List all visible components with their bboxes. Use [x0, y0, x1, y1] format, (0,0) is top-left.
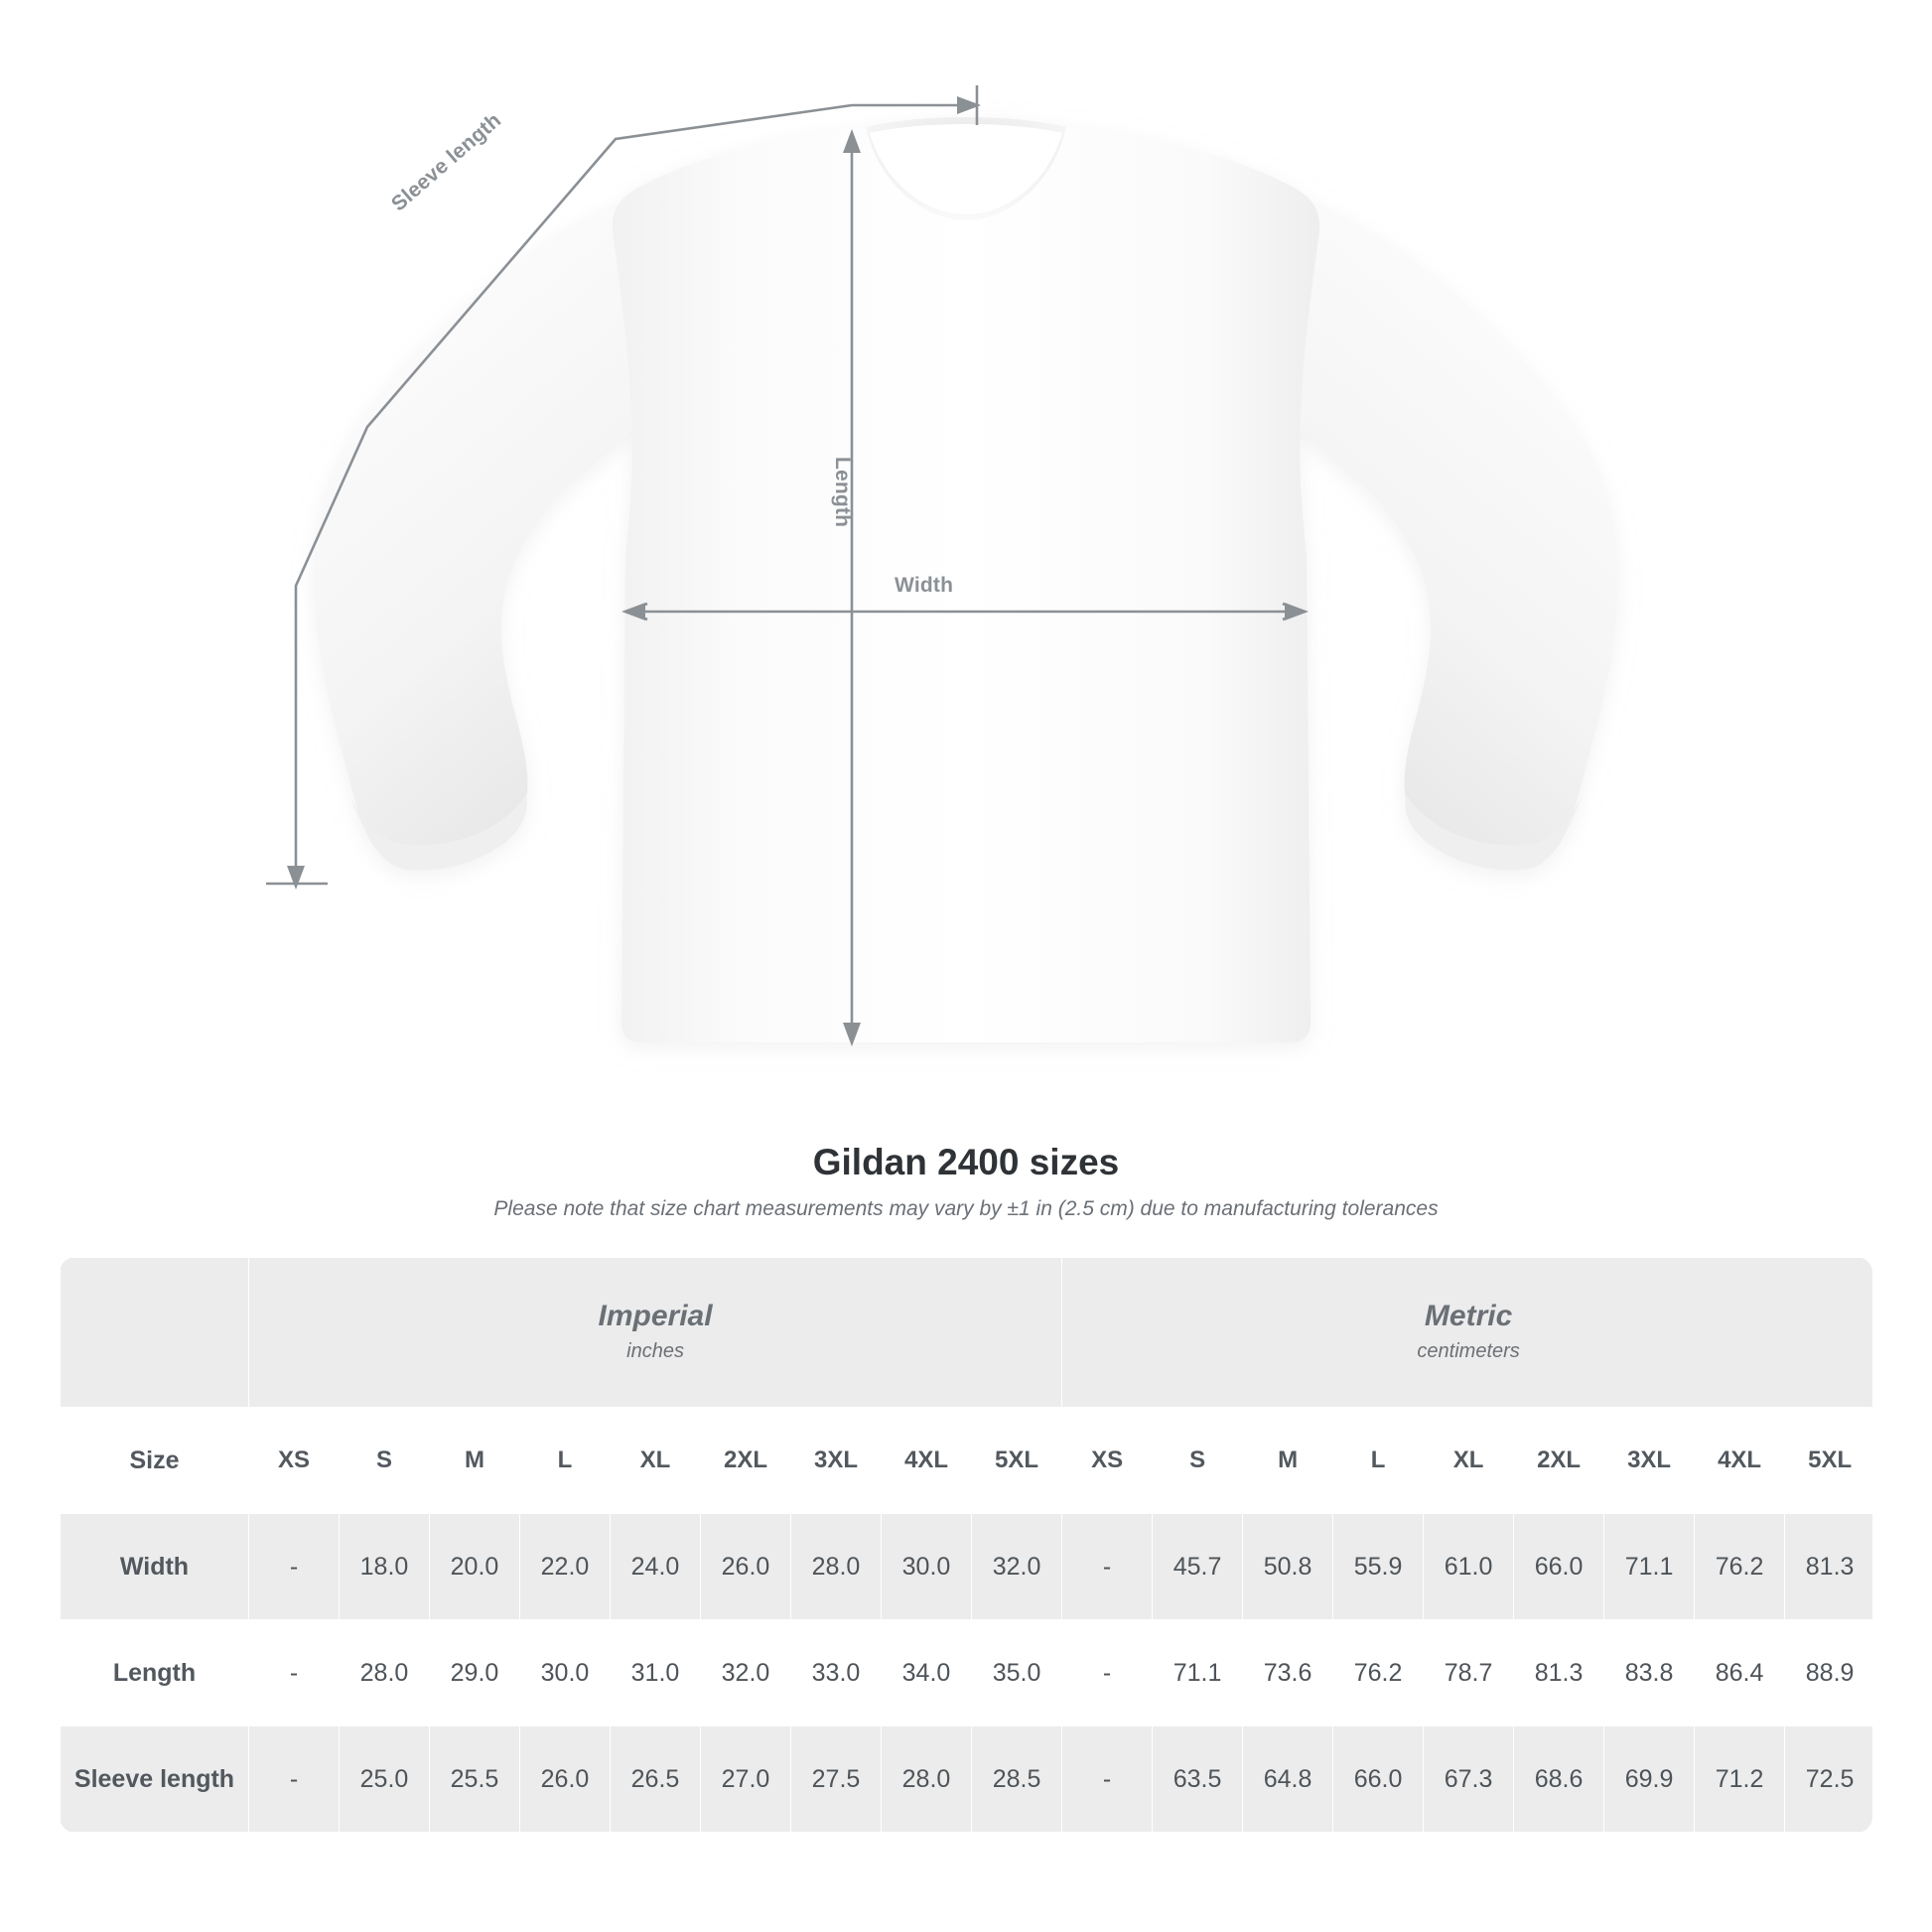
table-row — [61, 1514, 1873, 1620]
cell-value: 81.3 — [1785, 1514, 1872, 1620]
sleeve-length-dimension-label: Sleeve length — [387, 108, 506, 216]
cell-value: 61.0 — [1424, 1514, 1514, 1620]
cell-value: 29.0 — [430, 1620, 520, 1726]
size-header-cell: 4XL — [882, 1408, 972, 1514]
table-row — [61, 1620, 1873, 1726]
cell-value: 26.0 — [520, 1726, 611, 1833]
cell-value: 78.7 — [1424, 1620, 1514, 1726]
cell-value: 32.0 — [972, 1514, 1062, 1620]
cell-value: - — [1062, 1726, 1153, 1833]
cell-value: 86.4 — [1695, 1620, 1785, 1726]
cell-value: - — [249, 1726, 340, 1833]
cell-value: 88.9 — [1785, 1620, 1872, 1726]
cell-value: 45.7 — [1153, 1514, 1243, 1620]
cell-value: 25.0 — [340, 1726, 430, 1833]
table-row — [61, 1726, 1873, 1833]
cell-value: 35.0 — [972, 1620, 1062, 1726]
cell-value: 27.0 — [701, 1726, 791, 1833]
cell-value: 66.0 — [1333, 1726, 1424, 1833]
cell-value: 76.2 — [1695, 1514, 1785, 1620]
cell-value: 55.9 — [1333, 1514, 1424, 1620]
cell-value: - — [249, 1620, 340, 1726]
cell-value: 28.0 — [340, 1620, 430, 1726]
cell-value: 30.0 — [882, 1514, 972, 1620]
cell-value: 71.2 — [1695, 1726, 1785, 1833]
cell-value: - — [1062, 1514, 1153, 1620]
cell-value: 20.0 — [430, 1514, 520, 1620]
size-header-cell: 5XL — [972, 1408, 1062, 1514]
cell-value: 83.8 — [1604, 1620, 1695, 1726]
cell-value: 69.9 — [1604, 1726, 1695, 1833]
cell-value: 64.8 — [1243, 1726, 1333, 1833]
cell-value: 66.0 — [1514, 1514, 1604, 1620]
cell-value: 32.0 — [701, 1620, 791, 1726]
cell-value: 68.6 — [1514, 1726, 1604, 1833]
cell-value: 71.1 — [1604, 1514, 1695, 1620]
cell-value: - — [249, 1514, 340, 1620]
cell-value: 73.6 — [1243, 1620, 1333, 1726]
size-header-cell: S — [340, 1408, 430, 1514]
size-header-label: Size — [61, 1408, 249, 1514]
size-header-row — [61, 1408, 1873, 1514]
size-header-cell: 2XL — [701, 1408, 791, 1514]
cell-value: 24.0 — [611, 1514, 701, 1620]
size-header-cell: XS — [1062, 1408, 1153, 1514]
cell-value: 50.8 — [1243, 1514, 1333, 1620]
size-header-cell: L — [520, 1408, 611, 1514]
page-title: Gildan 2400 sizes — [812, 1142, 1120, 1182]
cell-value: 76.2 — [1333, 1620, 1424, 1726]
cell-value: 28.5 — [972, 1726, 1062, 1833]
unit-header-row — [61, 1258, 1873, 1408]
size-header-cell: 3XL — [1604, 1408, 1695, 1514]
size-header-cell: XL — [1424, 1408, 1514, 1514]
cell-value: 63.5 — [1153, 1726, 1243, 1833]
cell-value: 30.0 — [520, 1620, 611, 1726]
size-header-cell: 2XL — [1514, 1408, 1604, 1514]
cell-value: 27.5 — [791, 1726, 882, 1833]
size-table-wrapper — [60, 1257, 1872, 1833]
unit-spacer-cell — [61, 1258, 249, 1408]
length-dimension-label: Length — [831, 457, 854, 528]
cell-value: 33.0 — [791, 1620, 882, 1726]
size-header-cell: XS — [249, 1408, 340, 1514]
cell-value: 72.5 — [1785, 1726, 1872, 1833]
size-header-cell: M — [430, 1408, 520, 1514]
tolerance-note: Please note that size chart measurements may vary by ±1 in (2.5 cm) due to manufacturing tolerances — [493, 1197, 1439, 1220]
row-label-width: Width — [61, 1514, 249, 1620]
cell-value: 25.5 — [430, 1726, 520, 1833]
size-header-cell: M — [1243, 1408, 1333, 1514]
cell-value: 22.0 — [520, 1514, 611, 1620]
cell-value: 31.0 — [611, 1620, 701, 1726]
cell-value: 26.0 — [701, 1514, 791, 1620]
size-header-cell: 4XL — [1695, 1408, 1785, 1514]
cell-value: 28.0 — [791, 1514, 882, 1620]
row-label-sleeve-length: Sleeve length — [61, 1726, 249, 1833]
size-header-cell: 3XL — [791, 1408, 882, 1514]
size-header-cell: S — [1153, 1408, 1243, 1514]
unit-group-imperial-name: Imperial — [598, 1300, 713, 1333]
size-header-cell: L — [1333, 1408, 1424, 1514]
width-dimension-label: Width — [895, 574, 954, 597]
size-header-cell: XL — [611, 1408, 701, 1514]
unit-group-imperial — [249, 1258, 1062, 1408]
row-label-length: Length — [61, 1620, 249, 1726]
cell-value: 26.5 — [611, 1726, 701, 1833]
cell-value: 81.3 — [1514, 1620, 1604, 1726]
size-table — [60, 1257, 1872, 1833]
cell-value: 18.0 — [340, 1514, 430, 1620]
unit-group-metric-name: Metric — [1424, 1300, 1513, 1333]
unit-group-metric-sub: centimeters — [1417, 1339, 1520, 1362]
cell-value: 28.0 — [882, 1726, 972, 1833]
title-block — [0, 1142, 1932, 1221]
unit-group-metric — [1062, 1258, 1872, 1408]
cell-value: 71.1 — [1153, 1620, 1243, 1726]
cell-value: - — [1062, 1620, 1153, 1726]
cell-value: 67.3 — [1424, 1726, 1514, 1833]
unit-group-imperial-sub: inches — [626, 1339, 684, 1362]
size-header-cell: 5XL — [1785, 1408, 1872, 1514]
cell-value: 34.0 — [882, 1620, 972, 1726]
